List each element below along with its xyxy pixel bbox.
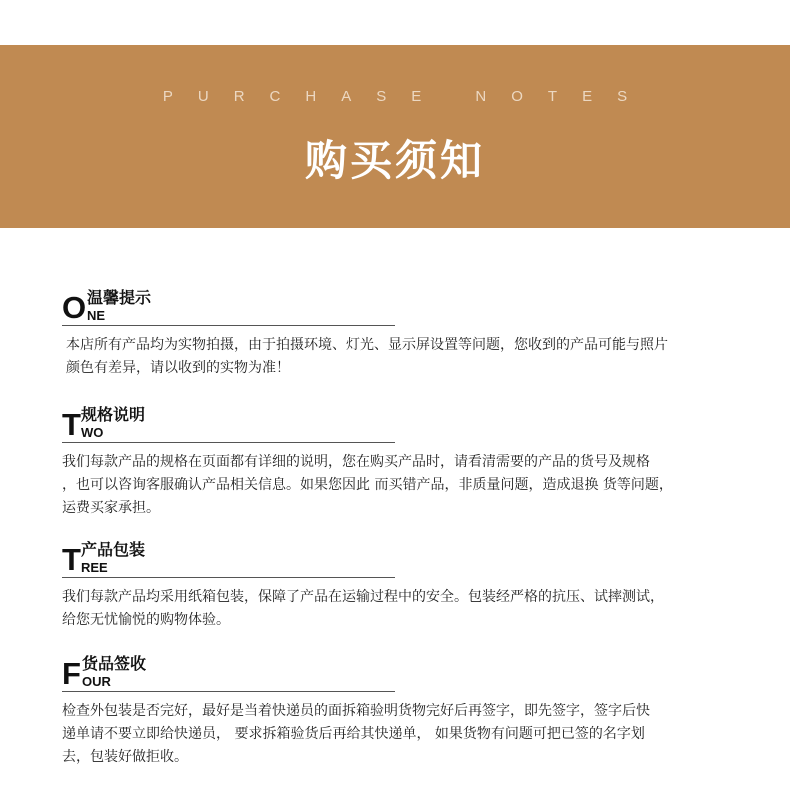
section-divider bbox=[62, 325, 395, 326]
section-heading bbox=[62, 654, 397, 694]
section-divider bbox=[62, 577, 395, 578]
section-title: 产品包装 bbox=[81, 540, 146, 559]
section-divider bbox=[62, 442, 395, 443]
section-three bbox=[62, 540, 742, 632]
section-en-label: NE bbox=[87, 308, 106, 323]
section-en-label: REE bbox=[81, 560, 108, 575]
section-body: 检查外包装是否完好，最好是当着快递员的面拆箱验明货物完好后再签字，即先签字，签字后快 递单请不要立即给快递员， 要求拆箱验货后再给其快递单， 如果货物有问题可把已签的名字划 去，包装好做拒收。 bbox=[62, 703, 650, 765]
section-two bbox=[62, 405, 742, 520]
section-title: 货品签收 bbox=[82, 654, 147, 673]
section-four bbox=[62, 654, 742, 769]
section-heading bbox=[62, 288, 397, 328]
section-heading bbox=[62, 405, 397, 445]
banner-title: 购买须知 bbox=[304, 136, 485, 185]
section-heading bbox=[62, 540, 397, 580]
section-letter: F bbox=[62, 656, 81, 691]
section-en-label: OUR bbox=[82, 674, 111, 689]
section-body: 本店所有产品均为实物拍摄，由于拍摄环境、灯光、显示屏设置等问题，您收到的产品可能与照片 颜色有差异，请以收到的实物为准！ bbox=[66, 337, 668, 376]
section-divider bbox=[62, 691, 395, 692]
banner-subtitle: PURCHASE NOTES bbox=[162, 88, 653, 105]
section-letter: O bbox=[62, 290, 87, 325]
section-title: 温馨提示 bbox=[87, 288, 152, 307]
section-body: 我们每款产品均采用纸箱包装，保障了产品在运输过程中的安全。包装经严格的抗压、试摔测试， 给您无忧愉悦的购物体验。 bbox=[62, 589, 664, 628]
section-one bbox=[62, 288, 742, 380]
section-en-label: WO bbox=[81, 425, 104, 440]
section-body: 我们每款产品的规格在页面都有详细的说明，您在购买产品时，请看清需要的产品的货号及规格 ，也可以咨询客服确认产品相关信息。如果您因此 而买错产品，非质量问题，造成退换 货等问题， 运费买家承担。 bbox=[62, 454, 673, 516]
section-title: 规格说明 bbox=[81, 405, 146, 424]
section-letter: T bbox=[62, 542, 81, 577]
section-letter: T bbox=[62, 407, 81, 442]
